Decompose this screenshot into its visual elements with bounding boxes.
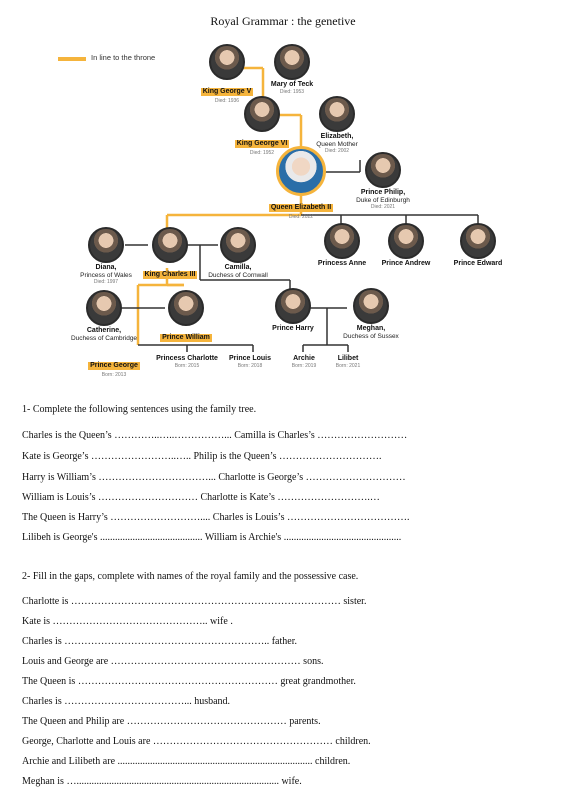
portrait-icon [388,223,424,259]
exercise-2-line: Meghan is …................................................................................. wife. [22,776,302,787]
person-princess-anne: Princess Anne [312,223,372,268]
person-diana: Diana, Princess of Wales Died: 1997 [74,227,138,285]
person-george-vi: King George VI Died: 1952 [228,96,296,156]
person-camilla: Camilla, Duchess of Cornwall [200,227,276,279]
legend-label: In line to the throne [91,53,156,62]
person-princess-charlotte: Princess Charlotte Born: 2015 [156,355,218,369]
portrait-icon [152,227,188,263]
portrait-icon [460,223,496,259]
exercise-2-line: Charles is ………………………………... husband. [22,696,231,707]
exercise-1-line: Kate is George’s ……………………..….. Philip is the Queen’s …………………………. [22,451,382,462]
exercise-1-line: William is Louis’s ………………………… Charlotte is Kate’s ……………………….… [22,492,380,503]
exercise-2-line: Charles is …………………………………………………….. father. [22,636,297,647]
legend-swatch [58,57,86,61]
exercise-2-line: Archie and Lilibeth are .............................................................................. children. [22,756,351,767]
portrait-icon [365,152,401,188]
person-prince-george: Prince George Born: 2013 [90,362,138,378]
portrait-icon [324,223,360,259]
portrait-icon [319,96,355,132]
person-mary-of-teck: Mary of Teck Died: 1953 [262,44,322,95]
exercise-2-line: The Queen is …………………………………………………… great grandmother. [22,676,356,687]
exercise-1-heading: 1- Complete the following sentences using the family tree. [22,404,257,415]
exercise-2-line: The Queen and Philip are ………………………………………… parents. [22,716,321,727]
portrait-icon [88,227,124,263]
portrait-icon [86,290,122,326]
portrait-icon [353,288,389,324]
person-prince-edward: Prince Edward [448,223,508,268]
person-queen-elizabeth-ii: Queen Elizabeth II Died: 2022 [258,146,344,220]
person-george-v: King George V Died: 1936 [194,44,260,104]
person-elizabeth-queen-mother: Elizabeth, Queen Mother Died: 2002 [304,96,370,154]
person-catherine: Catherine, Duchess of Cambridge [66,290,142,342]
portrait-icon [244,96,280,132]
person-prince-william: Prince William [154,290,218,344]
exercise-2-line: Kate is ……………………………………….. wife . [22,616,233,627]
portrait-icon [168,290,204,326]
person-archie: Archie Born: 2019 [291,355,317,369]
person-king-charles-iii: King Charles III [138,227,202,281]
portrait-icon [276,146,326,196]
person-prince-harry: Prince Harry [263,288,323,333]
portrait-icon [209,44,245,80]
person-prince-andrew: Prince Andrew [376,223,436,268]
portrait-icon [275,288,311,324]
exercise-2-line: George, Charlotte and Louis are ……………………………………………… children. [22,736,371,747]
portrait-icon [220,227,256,263]
exercise-1-line: Lilibeh is George's ......................................... William is Archie's ............................................... [22,532,402,543]
exercise-2-line: Louis and George are ………………………………………………… sons. [22,656,324,667]
exercise-1-line: Harry is William’s ……………………………... Charlotte is George’s ………………………… [22,472,406,483]
exercise-2-heading: 2- Fill in the gaps, complete with names of the royal family and the possessive case. [22,571,359,582]
person-prince-louis: Prince Louis Born: 2018 [228,355,271,369]
person-meghan: Meghan, Duchess of Sussex [334,288,408,340]
exercise-1-line: Charles is the Queen’s …………..…..……………... Camilla is Charles’s ……………………… [22,430,408,441]
exercise-2-line: Charlotte is ……………………………………………………………………… sister. [22,596,367,607]
page-title: Royal Grammar : the genetive [210,14,356,28]
person-prince-philip: Prince Philip, Duke of Edinburgh Died: 2021 [350,152,416,210]
portrait-icon [274,44,310,80]
person-lilibet: Lilibet Born: 2021 [335,355,361,369]
exercise-1-line: The Queen is Harry’s ……………………….... Charles is Louis’s ………………………………. [22,512,410,523]
